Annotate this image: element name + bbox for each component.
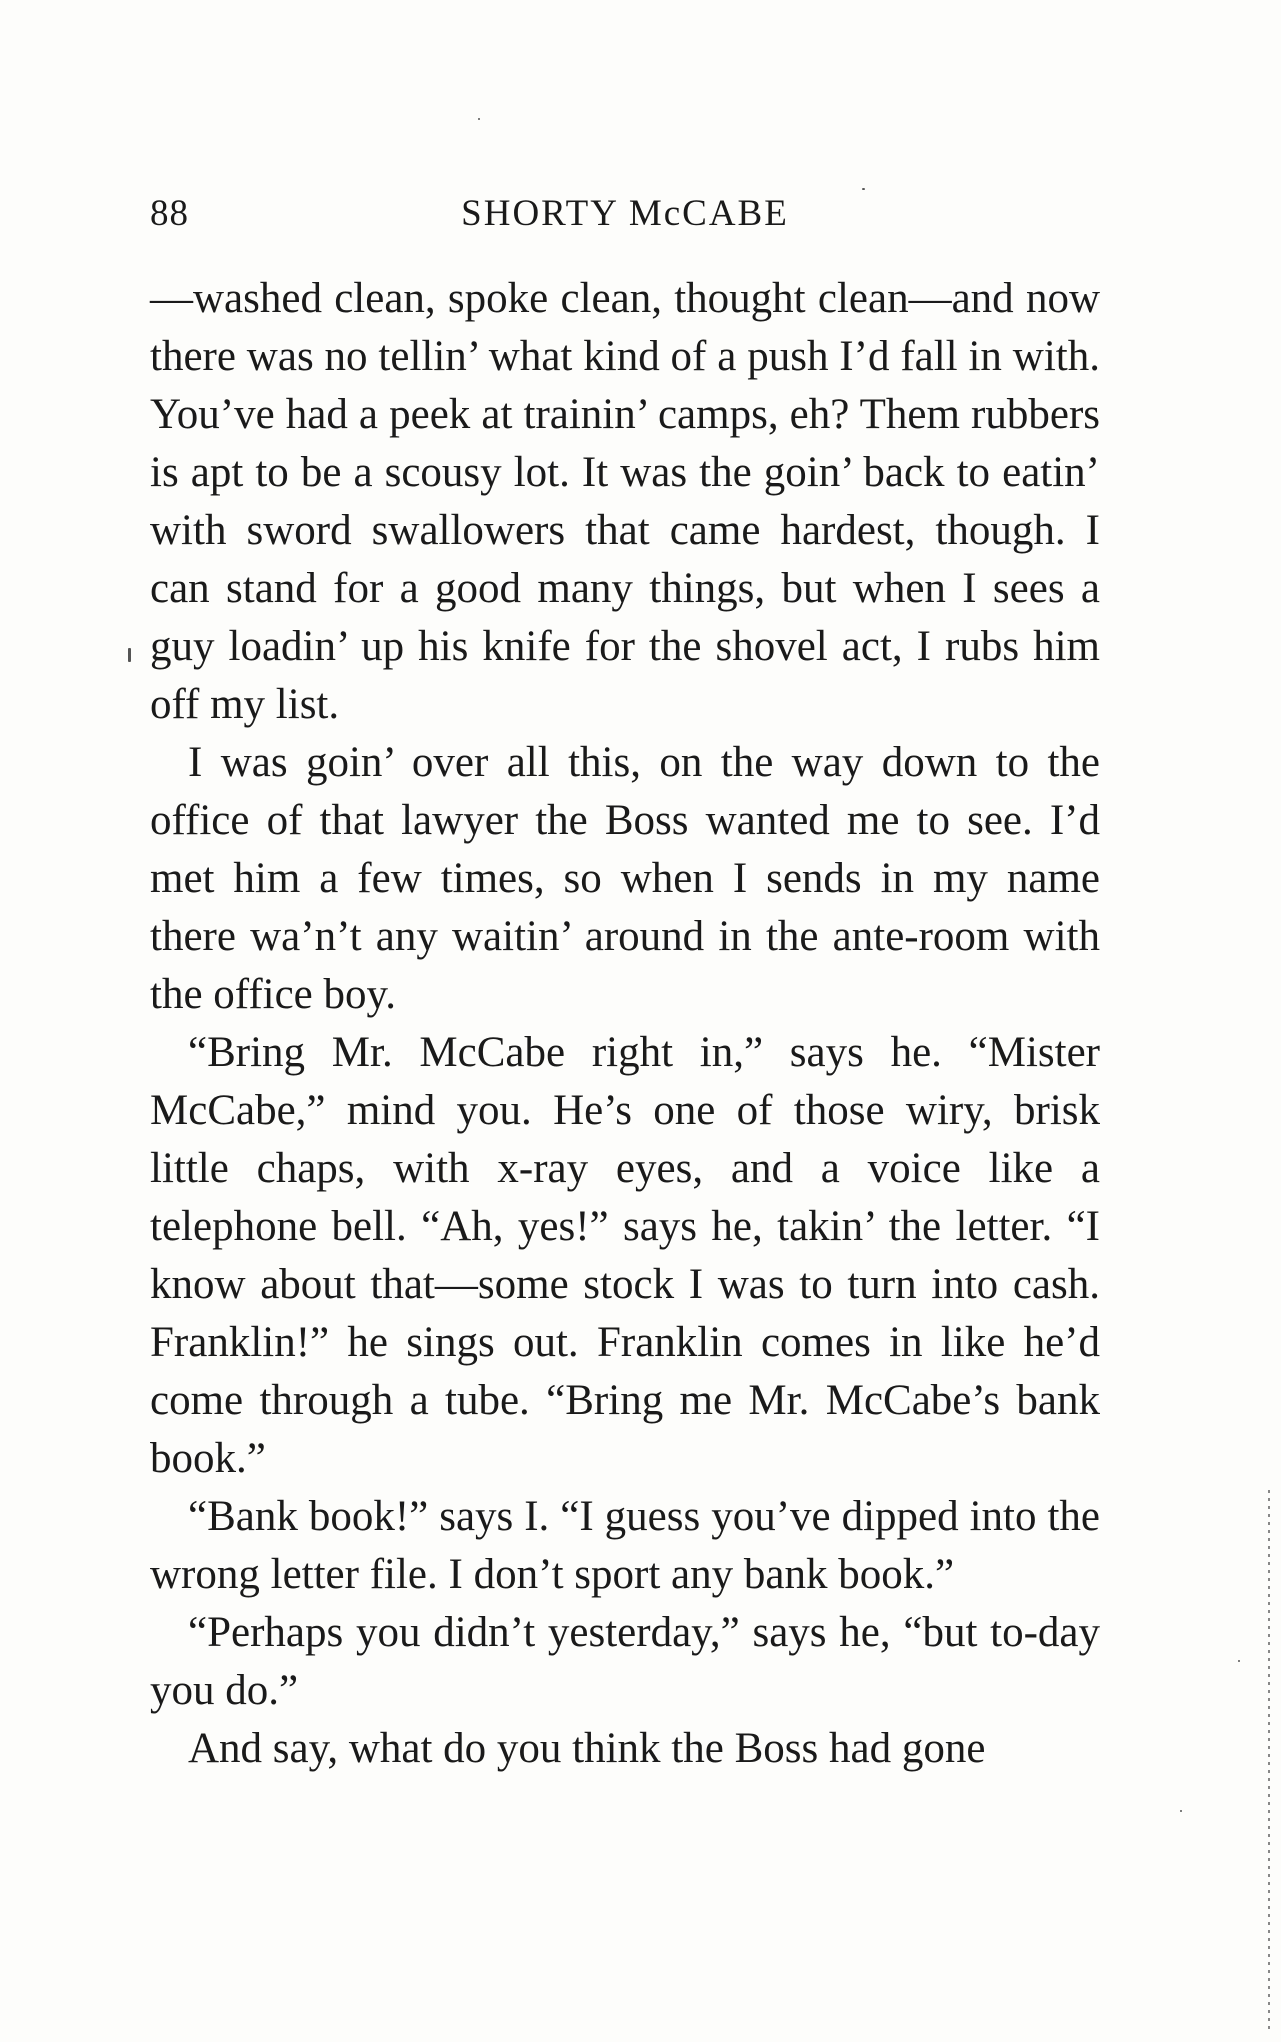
scan-speck: [1238, 1660, 1240, 1662]
paragraph: “Perhaps you didn’t yesterday,” says he, “but to-day you do.”: [150, 1609, 1100, 1714]
paragraph: “Bank book!” says I. “I guess you’ve dipped into the wrong letter file. I don’t sport any bank book.”: [150, 1493, 1100, 1598]
body-text: [150, 270, 1100, 1778]
running-head: [150, 192, 1100, 242]
scan-speck: [478, 118, 480, 120]
scan-speck: [862, 188, 865, 190]
scan-margin-edge: [1268, 1490, 1270, 2030]
paragraph: I was goin’ over all this, on the way down to the office of that lawyer the Boss wanted me to see. I’d met him a few times, so when I sends in my name there wa’n’t any waitin’ around in the ante-room with the office boy.: [150, 739, 1100, 1018]
paragraph: —washed clean, spoke clean, thought clean—and now there was no tellin’ what kind of a push I’d fall in with. You’ve had a peek at trainin’ camps, eh? Them rubbers is apt to be a scousy lot. It was the goin’ back to eatin’ with sword swallowers that came hardest, though. I can stand for a good many things, but when I sees a guy loadin’ up his knife for the shovel act, I rubs him off my list.: [150, 275, 1100, 728]
running-title: SHORTY McCABE: [461, 193, 789, 234]
page-number: 88: [150, 193, 189, 234]
paragraph: And say, what do you think the Boss had gone: [188, 1725, 986, 1772]
scan-speck: [1180, 1810, 1182, 1812]
scan-speck: [128, 648, 131, 662]
paragraph: “Bring Mr. McCabe right in,” says he. “Mister McCabe,” mind you. He’s one of those wiry, brisk little chaps, with x-ray eyes, and a voice like a telephone bell. “Ah, yes!” says he, takin’ the letter. “I know about that—some stock I was to turn into cash. Franklin!” he sings out. Franklin comes in like he’d come through a tube. “Bring me Mr. McCabe’s bank book.”: [150, 1029, 1100, 1482]
